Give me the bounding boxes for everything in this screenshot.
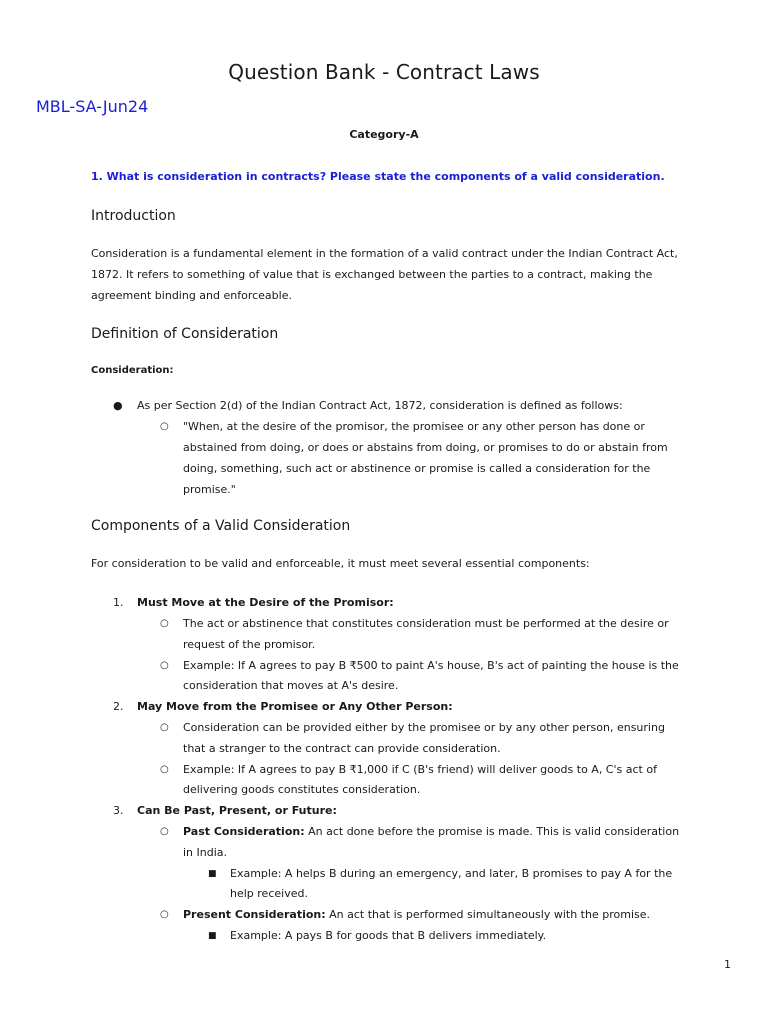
bullet-circle: ○ [160, 909, 169, 921]
list-item [91, 614, 681, 656]
definition-label: Consideration: [91, 365, 174, 377]
item-subtext: Example: If A agrees to pay B ₹500 to paint A's house, B's act of painting the house is the consideration that moves at A's desire. [183, 658, 679, 693]
item-subtext: Consideration can be provided either by the promisee or by any other person, ensuring that a stranger to the contract can provide consideration. [183, 720, 665, 755]
bullet-disc: ● [113, 399, 123, 413]
list-item [91, 905, 681, 926]
list-item [91, 864, 681, 906]
item-number: 2. [113, 700, 124, 714]
list-item [91, 697, 681, 718]
past-consideration-label: Past Consideration: [183, 824, 305, 838]
list-item [91, 926, 681, 947]
definition-list [91, 396, 681, 500]
past-consideration-example: Example: A helps B during an emergency, and later, B promises to pay A for the help received. [230, 866, 673, 901]
item-number: 1. [113, 596, 124, 610]
item-title: Must Move at the Desire of the Promisor: [137, 596, 394, 610]
components-list [91, 593, 681, 947]
page-number: 1 [724, 958, 731, 971]
question-text: 1. What is consideration in contracts? Please state the components of a valid consideration. [91, 170, 665, 183]
bullet-circle: ○ [160, 617, 169, 629]
past-consideration-text: An act done before the promise is made. This is valid consideration in India. [183, 824, 680, 859]
category-label: Category-A [349, 128, 419, 141]
definition-bullet-text: As per Section 2(d) of the Indian Contract Act, 1872, consideration is defined as follows: [137, 399, 623, 413]
bullet-circle: ○ [160, 763, 169, 775]
bullet-square: ■ [208, 868, 217, 879]
components-heading: Components of a Valid Consideration [91, 518, 351, 535]
present-consideration-text: An act that is performed simultaneously with the promise. [325, 908, 650, 922]
document-code: MBL-SA-Jun24 [36, 97, 149, 116]
list-item [91, 801, 681, 822]
item-subtext: The act or abstinence that constitutes consideration must be performed at the desire or request of the promisor. [183, 616, 669, 651]
components-intro: For consideration to be valid and enforceable, it must meet several essential components: [91, 557, 590, 571]
list-item [91, 396, 681, 417]
list-item [91, 718, 681, 760]
present-consideration-label: Present Consideration: [183, 908, 326, 922]
item-title: Can Be Past, Present, or Future: [137, 804, 337, 818]
definition-quote: "When, at the desire of the promisor, the promisee or any other person has done or abstained from doing, or does or abstains from doing, or promises to do or abstain from doing, something, such act or abstinence or promise is called a consideration for the promise." [183, 420, 668, 496]
page-title: Question Bank - Contract Laws [228, 60, 540, 84]
intro-heading: Introduction [91, 208, 176, 224]
present-consideration-example: Example: A pays B for goods that B delivers immediately. [230, 928, 547, 942]
item-subtext: Example: If A agrees to pay B ₹1,000 if C (B's friend) will deliver goods to A, C's act of delivering goods constitutes consideration. [183, 762, 657, 797]
list-item [91, 593, 681, 614]
item-title: May Move from the Promisee or Any Other Person: [137, 700, 453, 714]
bullet-circle: ○ [160, 825, 169, 837]
definition-heading: Definition of Consideration [91, 326, 279, 343]
list-item [91, 417, 681, 500]
bullet-square: ■ [208, 930, 217, 941]
bullet-circle: ○ [160, 659, 169, 671]
list-item [91, 822, 681, 864]
intro-paragraph: Consideration is a fundamental element in the formation of a valid contract under the Indian Contract Act, 1872. It refers to something of value that is exchanged between the parties to a contract, making the agreement binding and enforceable. [91, 247, 678, 302]
bullet-circle: ○ [160, 421, 169, 433]
bullet-circle: ○ [160, 721, 169, 733]
document-body [91, 165, 681, 947]
list-item [91, 656, 681, 698]
list-item [91, 760, 681, 802]
item-number: 3. [113, 804, 124, 818]
